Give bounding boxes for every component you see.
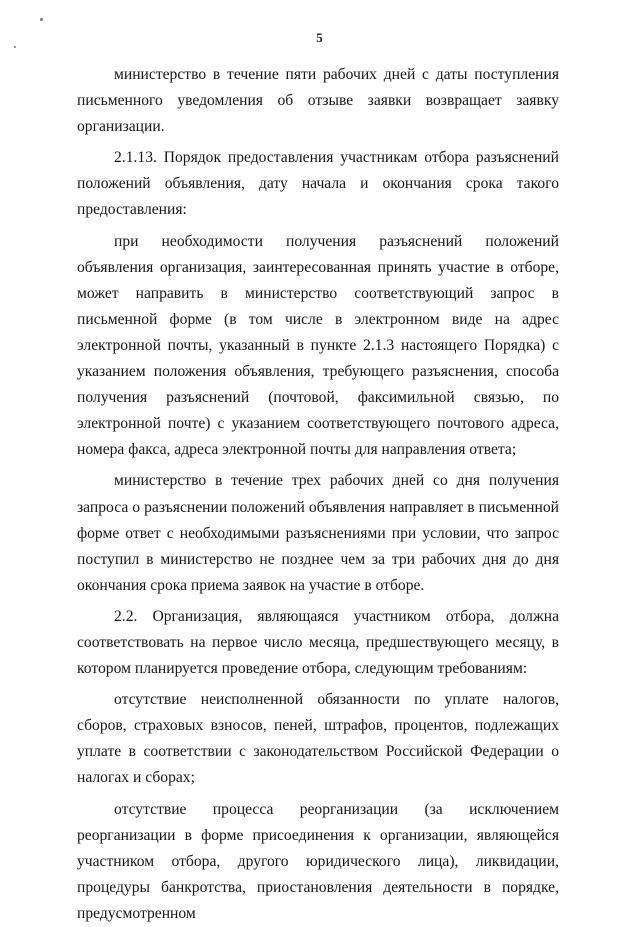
paragraph: министерство в течение пяти рабочих дней с даты поступления письменного уведомления об отзыве заявки возвращает заявку организации.	[77, 66, 559, 136]
paragraph: 2.2. Организация, являющаяся участником отбора, должна соответствовать на первое число месяца, предшествующего месяцу, в котором планируется проведение отбора, следующим требованиям:	[77, 607, 559, 678]
page-number: 5	[316, 30, 323, 45]
scan-speck	[14, 46, 16, 48]
paragraph: министерство в течение трех рабочих дней со дня получения запроса о разъяснении положений объявления направляет в письменной форме ответ с необходимыми разъяснениями при условии, что запрос поступил в министерство не позднее чем за три рабочих дня до дня окончания срока приема заявок на участие в отборе.	[77, 472, 559, 594]
paragraph: при необходимости получения разъяснений положений объявления организация, заинтересованная принять участие в отборе, может направить в министерство соответствующий запрос в письменной форме (в том числе в электронном виде на адрес электронной почты, указанный в пункте 2.1.3 настоящего Порядка) с указанием положения объявления, требующего разъяснения, способа получения разъяснений (почтовой, факсимильной связью, по электронной почте) с указанием соответствующего почтового адреса, номера факса, адреса электронной почты для направления ответа;	[77, 232, 559, 459]
document-body	[77, 62, 559, 927]
paragraph: 2.1.13. Порядок предоставления участникам отбора разъяснений положений объявления, дату начала и окончания срока такого предоставления:	[77, 149, 559, 219]
scan-speck	[40, 18, 43, 21]
paragraph: отсутствие процесса реорганизации (за исключением реорганизации в форме присоединения к организации, являющейся участником отбора, другого юридического лица), ликвидации, процедуры банкротства, приостановления деятельности в порядке, предусмотренном	[77, 800, 559, 922]
paragraph: отсутствие неисполненной обязанности по уплате налогов, сборов, страховых взносов, пеней, штрафов, процентов, подлежащих уплате в соответствии с законодательством Российской Федерации о налогах и сборах;	[77, 691, 559, 787]
